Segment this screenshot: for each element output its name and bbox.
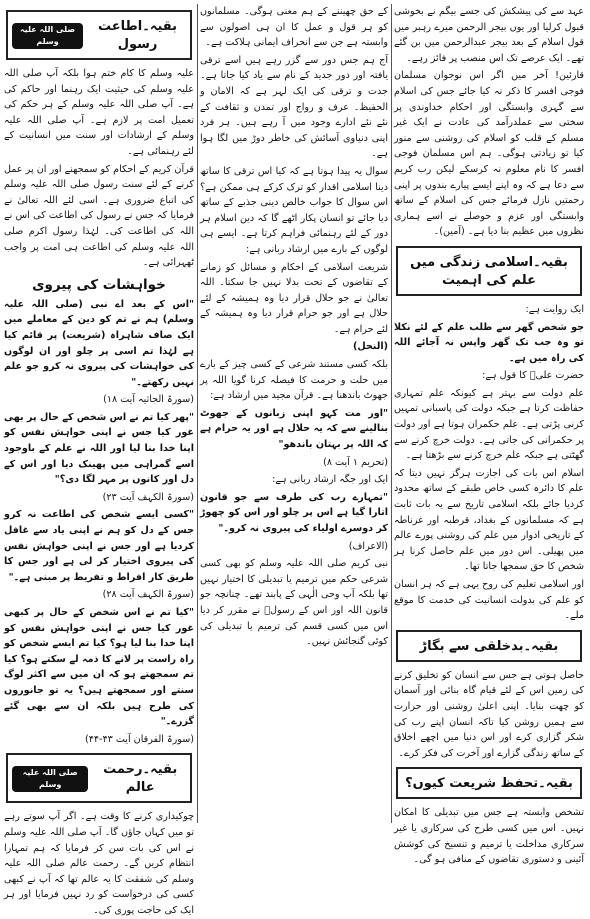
section-heading-box xyxy=(396,767,582,799)
paragraph: بلکہ کسی مستند شرعی کے کسی چیز کے بارے میں حلت و حرمت کا فیصلہ کرنا گویا اللہ پر جھوٹ باندھنا ہے۔ قرآن مجید میں ارشاد ہے: xyxy=(200,359,388,402)
paragraph: اور اسلامی تعلیم کی روح یہی ہے کہ ہر انسان کو علم کی بدولت انسانیت کی خدمت کا موقع ملے۔ xyxy=(394,579,584,622)
paragraph: قرآن کریم کے احکام کو سمجھنے اور ان پر عمل کرنے کے لئے سنت رسول صلی اللہ علیہ وسلم کی اتباع ضروری ہے۔ اسی لئے اللہ تعالیٰ نے فرمایا کہ جس نے رسول کی اطاعت کی اس نے اللہ کی اطاعت کی۔ لہٰذا رسول اکرم صلی اللہ علیہ وسلم کی اطاعت ہی امت پر واجب ٹھہرائی ہے۔ xyxy=(4,163,194,269)
paragraph: آج ہم جس دور سے گزر رہے ہیں اسے ترقی یافتہ اور دور جدید کے نام سے یاد کیا جاتا ہے۔ جدت و ترقی کی ایک لہر ہے کہ الامان و الحفیظ۔ عرف و رواج اور تمدن و ثقافت کے نئے نئے ادارے وجود میں آ رہے ہیں۔ ہر فرد اپنی دنیاوی آسائش کی خاطر دوڑ میں لگا ہوا ہے۔ xyxy=(200,54,388,160)
paragraph: علیہ وسلم کا کام ختم ہوا بلکہ آپ صلی اللہ علیہ وسلم کی حیثیت ایک رہنما اور حاکم کی ہے۔ آپ صلی اللہ علیہ وسلم کے ہر حکم کی تعمیل امت پر لازم ہے۔ آپ صلی اللہ علیہ وسلم کے ارشادات اور سنت میں انسانیت کے لئے رہنمائی ہے۔ xyxy=(4,68,194,157)
paragraph: تشخص وابستہ ہے جس میں تبدیلی کا امکان نہیں۔ اس میں کسی طرح کی سرکاری یا غیر سرکاری مداخلت یا ترمیم و تنسیخ کی کوشش آئینی و دستوری تقاضوں کے منافی ہو گی۔ xyxy=(394,807,584,866)
column-divider xyxy=(391,4,392,823)
reference: (تحریم ۱ آیت ۸) xyxy=(323,456,388,468)
section-heading-box xyxy=(396,246,582,296)
section-title: بقیہ۔اسلامی زندگی میں علم کی اہمیت xyxy=(410,254,568,288)
reference: (سورۃ الکہف آیت ۲۸) xyxy=(102,589,194,601)
section-title: بقیہ۔اطاعت رسول xyxy=(98,19,178,52)
reference: (سورۃ الجاثیہ آیت ۱۸) xyxy=(103,394,194,406)
quote: "تمہارے رب کی طرف سے جو قانون اتارا گیا ہے اس پر چلو اور اس کو چھوڑ کر دوسرے اولیاء کی پیروی نہ کرو۔" xyxy=(200,491,388,534)
section-title: بقیہ۔رحمت عالم xyxy=(103,762,178,796)
section-title: بقیہ۔تحفظ شریعت کیوں؟ xyxy=(405,776,573,792)
quote: "اور مت کہو اپنی زبانوں کے جھوٹ بنالینے سے کہ یہ حلال ہے اور یہ حرام ہے کہ اللہ پر بہتان باندھو" xyxy=(200,407,388,451)
paragraph: قارئین! آخر میں اگر اس نوجوان مسلمان فوجی افسر کا ذکر نہ کیا جائے جس کی اسلام سے گہری وابستگی اور احکام خداوندی پر سختی سے عملدرآمد کی عادت نے ایک غیر مسلم کے قلب کو اسلام کی روشنی سے منور کیا تو زیادتی ہوگی۔ ہم اس مسلمان فوجی افسر کا نام معلوم نہ کرسکے لیکن رب کریم سے دعا ہے کہ وہ اپنے ایسے پیارے بندوں پر اپنی رحمتیں نازل فرمائے جس کی اسلام کے ساتھ وابستگی اور عزم و حوصلے نے اسے ہماری نظروں میں عظیم بنا دیا ہے۔ (آمین)۔ xyxy=(394,70,584,238)
calligraphy-emblem: صلی اللہ علیہ وسلم xyxy=(12,23,83,49)
section-heading-box xyxy=(396,630,582,662)
paragraph: ایک اور جگہ ارشاد ربانی ہے: xyxy=(272,474,388,486)
quote: "اس کے بعد اے نبی (صلی اللہ علیہ وسلم) ہم نے تم کو دین کے معاملے میں ایک صاف شاہراہ (شریعت) پر قائم کیا ہے لہٰذا تم اسی پر چلو اور ان لوگوں کی خواہشات کی پیروی نہ کرو جو علم نہیں رکھتے۔" xyxy=(4,298,194,388)
paragraph: علم دولت سے بہتر ہے کیونکہ علم تمہاری حفاظت کرتا ہے جبکہ دولت کی پاسبانی تمہیں کرنی پڑتی ہے۔ علم حکمران ہوتا ہے اور دولت پر حکمرانی کی جاتی ہے۔ دولت خرچ کرنے سے گھٹتی ہے جبکہ علم خرچ کرنے سے بڑھتا ہے۔ xyxy=(394,387,584,462)
section-heading-box xyxy=(6,10,192,60)
quote: "کیا تم نے اس شخص کے حال پر کبھی غور کیا جس نے اپنی خواہش نفس کو اپنا خدا بنا لیا ہو؟ کیا تم ایسے شخص کو راہ راست پر لانے کا ذمہ لے سکتے ہو؟ کیا تم سمجھتے ہو کہ ان میں سے اکثر لوگ سنتے اور سمجھتے ہیں؟ یہ تو جانوروں کی طرح ہیں بلکہ ان سے بھی گئے گزرے۔" xyxy=(4,607,194,728)
quote: "کسی ایسے شخص کی اطاعت نہ کرو جس کے دل کو ہم نے اپنی یاد سے غافل کردیا ہے اور جس نے اپنی خواہش نفس کی پیروی اختیار کر لی ہے اور جس کا طریق کار افراط و تفریط پر مبنی ہے۔" xyxy=(4,509,194,583)
reference: (سورۃ الکہف آیت ۲۳) xyxy=(102,491,194,503)
paragraph: چوکیداری کرنے کا وقت ہے۔ اگر آپ سوتے رہے تو میں کہاں جاؤں گا۔ آپ صلی اللہ علیہ وسلم نے اس کی بات سن کر فرمایا کہ ہم تمہارا انتظام کریں گے۔ رحمت عالم صلی اللہ علیہ وسلم کی شفقت کا یہ عالم تھا کہ آپ نے کبھی کسی کی درخواست کو رد نہیں فرمایا اور ہر ایک کی حاجت پوری کی۔ xyxy=(4,811,194,916)
paragraph: شریعت اسلامی کے احکام و مسائل کو زمانے کے تقاضوں کے تحت بدلا نہیں جا سکتا۔ اللہ تعالیٰ نے جو حلال قرار دیا وہ ہمیشہ کے لئے حلال ہے اور جو حرام قرار دیا وہ ہمیشہ کے لئے حرام ہے۔ xyxy=(200,261,388,335)
reference: (الاعراف) xyxy=(348,540,388,552)
paragraph: اسلام اس بات کی اجازت ہرگز نہیں دیتا کہ علم کا دائرہ کسی خاص طبقے کے ساتھ محدود کردیا جائے بلکہ اسلامی تاریخ سے یہ بات ثابت ہے کہ مسلمانوں کے بغداد، قرطبہ اور غرناطہ کے تاریخی ادوار میں علم کی روشنی پورے عالم میں پھیلی۔ اس دور میں علم حاصل کرنا ہر شخص کا حق سمجھا جاتا تھا۔ xyxy=(394,467,584,573)
section-title: بقیہ۔بدخلقی سے بگاڑ xyxy=(419,638,559,654)
quote: "پھر کیا تم نے اس شخص کے حال پر بھی غور کیا جس نے اپنی خواہش نفس کو اپنا خدا بنا لیا اور اللہ نے علم کے باوجود اسے گمراہی میں پھینک دیا اور اس کے دل اور کانوں پر مہر لگا دی؟" xyxy=(4,411,194,486)
section-heading-box xyxy=(6,753,192,803)
paragraph: سوال یہ پیدا ہوتا ہے کہ کیا اس ترقی کا ساتھ دینا اسلامی اقدار کو ترک کرکے ہی ممکن ہے؟ اس سوال کا جواب خالص دینی جذبے کے ساتھ دیا جائے تو انسان پکار اٹھے گا کہ دین اسلام ہر دور کے لئے رہنمائی فراہم کرتا ہے۔ ایسے ہی لوگوں کے بارے میں ارشاد ربانی ہے: xyxy=(200,165,388,255)
paragraph: ایک روایت ہے: xyxy=(525,303,584,315)
paragraph: جو شخص گھر سے طلب علم کے لئے نکلا تو وہ جب تک گھر واپس نہ آجائے اللہ کی راہ میں ہے۔ xyxy=(394,321,584,364)
reference: (سورۃ الفرقان آیت ۴۳-۴۴) xyxy=(84,733,194,745)
subheading: خواہشات کی پیروی xyxy=(32,276,166,293)
column-divider xyxy=(197,4,198,823)
reference: (النحل) xyxy=(352,341,388,353)
paragraph: حاصل ہوتی ہے جس سے انسان کو تخلیق کرنے کی زمین اس کے لئے قیام گاہ بنائی اور آسمان کو چھت بنایا۔ اپنی اعلیٰ روشنی اور حرارت سے ہمیں روشن کیا تاکہ انسان اپنے رب کی شکر گزاری کرے اور اس دنیا میں اچھے اخلاق کے ساتھ زندگی گزارے اور آخرت کی فکر کرے۔ xyxy=(394,669,584,759)
paragraph: حضرت علیؓ کا قول ہے: xyxy=(482,370,584,382)
paragraph: نبی کریم صلی اللہ علیہ وسلم کو بھی کسی شرعی حکم میں ترمیم یا تبدیلی کا اختیار نہیں تھا بلکہ آپ وحی الٰہی کے پابند تھے۔ چنانچہ جو قانون اللہ اور اس کے رسولؐ نے مقرر کر دیا اس میں کسی قسم کی ترمیم یا تبدیلی کی کوئی گنجائش نہیں۔ xyxy=(200,558,388,648)
column-left xyxy=(4,4,194,916)
paragraph: کے حق چھیننے کے ہم معنی ہوگی۔ مسلمانوں کو ہر قول و عمل کا ان ہی اصولوں سے وابستہ ہے جن سے انحراف ایمانی ہلاکت ہے۔ xyxy=(200,6,388,49)
paragraph: عہد سے کی پیشکش کی جسے بیگم نے بخوشی قبول کرلیا اور یوں بیجر الرحمن میرے رہبر میں قول اسلام کے بعد بیجر عبدالرحمن میں بن گئے تھے۔ ایک عرصے تک اس منصب پر فائز رہے۔ xyxy=(394,6,584,64)
calligraphy-emblem: صلی اللہ علیہ وسلم xyxy=(12,766,88,792)
column-middle xyxy=(200,4,388,823)
column-right xyxy=(394,4,584,866)
